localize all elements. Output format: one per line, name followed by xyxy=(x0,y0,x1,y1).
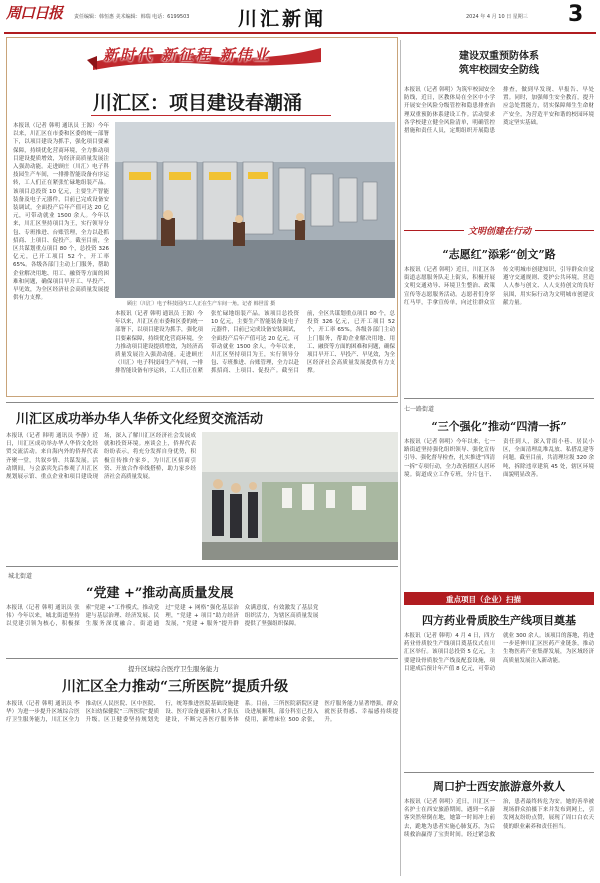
divider-mid-1 xyxy=(6,402,398,403)
exhibit-photo xyxy=(202,432,398,560)
lead-section xyxy=(6,37,398,397)
newspaper-logo: 周口日报 xyxy=(6,4,63,22)
rescue-headline: 周口护士西安旅游意外救人 xyxy=(433,780,565,793)
masthead xyxy=(0,0,600,34)
safety-headline: 建设双重预防体系 筑牢校园安全防线 xyxy=(459,51,539,76)
factory-photo xyxy=(115,122,395,298)
huaqiao-headline: 川汇区成功举办华人华侨文化经贸交流活动 xyxy=(16,412,264,427)
chengbei-street-label: 城北街道 xyxy=(8,573,33,580)
wenming-label xyxy=(404,224,594,238)
huaqiao-body: 本报讯（记者 韩明 通讯员 李静）近日，川汇区成功举办华人华侨文化经贸交流活动。来自海内外的侨界代表齐聚一堂，共叙乡情、共谋发展。活动期间，与会嘉宾先后参观了川汇区规划展示馆、重点企业和项目建设现场，深入了解川汇区经济社会发展成就和投资环境。座谈会上，侨界代表纷纷表示，将充分发挥自身优势，积极宣传推介家乡，为川汇区招商引资、开放合作牵线搭桥，助力家乡经济社会高质量发展。 xyxy=(6,433,196,481)
hospital-kicker: 提升区域综合医疗卫生服务能力 xyxy=(128,665,219,673)
divider-right-1 xyxy=(404,398,594,399)
volunteer-headline: “志愿红”添彩“创文”路 xyxy=(442,248,556,261)
issue-date: 2024 年 4 月 10 日 星期三 xyxy=(466,14,528,20)
rescue-body: 本报讯（记者 韩明）近日，川汇区一名护士在西安旅游期间，遇到一名游客突然晕倒在地，她第一时间冲上前去，跪地为患者实施心肺复苏，为后续救治赢得了宝贵时间。经过紧急救治，患者最终转危为安。她的善举被现场群众拍摄下来并发布到网上，引发网友纷纷点赞，展现了周口白衣天使的职业素养和责任担当。 xyxy=(404,799,594,838)
hospital-headline: 川汇区全力推动“三所医院”提质升级 xyxy=(62,679,289,695)
banner-text: 新时代 新征程 新伟业 xyxy=(103,46,271,64)
exhibit-photo-art xyxy=(202,432,398,560)
qiyi-headline: “三个强化”推动“四清一拆” xyxy=(431,420,567,433)
section-title: 川汇新闻 xyxy=(238,8,327,30)
zhongdian-body: 本报讯（记者 韩明）4 月 4 日，四方药业骨质胶生产线项目奠基仪式在川汇区举行。该项目总投资 5 亿元，主要建设骨质胶生产线及配套设施，项目建成后预计年产值 8 亿元，可带动就业 300 余人。该项目的落地，将进一步延伸川汇区医药产业链条，推动生物医药产业集群发展，为区域经济高质量发展注入新动能。 xyxy=(404,633,594,672)
divider-right-2 xyxy=(404,772,594,773)
photo-caption: 顾庄（川汇）电子科技园内工人正在生产车间一角。记者 韩世雷 摄 xyxy=(127,301,276,307)
safety-body: 本报讯（记者 韩明）为筑牢校园安全防线，近日，区教体局在全区中小学开展安全风险分级管控和隐患排查治理双重预防体系建设工作。活动要求各学校建立健全风险清单，明确管控措施和责任人员，定期组织开展隐患排查，做到早发现、早报告、早处置。同时，加强师生安全教育，提升应急处置能力，切实保障师生生命财产安全，为营造平安和谐的校园环境奠定坚实基础。 xyxy=(404,87,594,135)
volunteer-body: 本报讯（记者 韩明）近日，川汇区各街道志愿服务队走上街头，积极开展文明交通劝导、环境卫生整治、政策宣传等志愿服务活动。志愿者们身穿红马甲，手拿宣传单，向过往群众宣传文明城市创建知识，引导群众自觉遵守交通规则、爱护公共环境，营造人人参与创文、人人支持创文的良好氛围，用实际行动为文明城市创建贡献力量。 xyxy=(404,267,594,306)
lead-body-col1: 本报讯（记者 韩明 通讯员 王源）今年以来，川汇区在市委和区委的统一部署下，以项目建设为抓手，强化项目要素保障，持续优化营商环境，全力推动项目建设提质增效，为经济高质量发展注入强劲动能。走进顾庄（川汇）电子科技园生产车间，一排排智能设备有序运转，工人们正在紧张忙碌地组装产品。该项目总投资 10 亿元，主要生产智能装备及电子元器件，目前已完成设备安装调试，全面投产后年产值可达 20 亿元，可带动就业 1500 余人。今年以来，川汇区坚持项目为王，实行领导分包、专班推进、台账管理，全力以赴抓招商、上项目、促投产。截至目前，全区共谋划重点项目 80 个，总投资 326 亿元，已开工项目 52 个，开工率 65%。各级各部门主动上门服务，帮助企业解决用地、用工、融资等方面的困难和问题，确保项目早开工、早投产、早见效，为全区经济社会高质量发展提供有力支撑。 xyxy=(13,123,109,302)
hospital-body: 本报讯（记者 韩明 通讯员 李华）为进一步提升区域综合医疗卫生服务能力，川汇区全力推动区人民医院、区中医院、区妇幼保健院“三所医院”提质升级。区卫健委坚持规划先行，统筹推进医院基础设施建设、医疗设备更新和人才队伍建设，不断完善医疗服务体系。目前，三所医院新院区建设进展顺利，部分科室已投入使用，新增床位 500 余张，医疗服务能力显著增强，群众就医获得感、幸福感持续提升。 xyxy=(6,701,398,724)
chengbei-headline: “党建 +”推动高质量发展 xyxy=(86,586,234,601)
masthead-rule xyxy=(4,32,596,34)
lead-headline: 川汇区：项目建设春潮涌 xyxy=(93,92,303,114)
qiyi-body: 本报讯（记者 韩明）今年以来，七一路街道坚持强化组织领导、强化宣传引导、强化督导检查，扎实推进“四清一拆”专项行动，全力改善辖区人居环境。街道成立工作专班，分片包干、责任到人，深入背街小巷、居民小区，全面清理乱堆乱放、私搭乱建等问题。截至目前，共清理垃圾 320 余吨，拆除违章建筑 45 处，辖区环境面貌明显改善。 xyxy=(404,439,594,478)
zhongdian-headline: 四方药业骨质胶生产线项目奠基 xyxy=(422,614,576,627)
factory-photo-art xyxy=(115,122,395,298)
editor-credits: 责任编辑：韩恒惠 美术编辑：韩瑞 电话：6199503 xyxy=(74,14,190,20)
column-separator xyxy=(400,40,401,876)
divider-mid-2 xyxy=(6,566,398,567)
banner xyxy=(7,38,397,74)
headline-underline xyxy=(91,115,331,116)
wenming-label-text: 文明创建在行动 xyxy=(464,224,535,237)
qiyi-street-label: 七一路街道 xyxy=(404,406,435,413)
divider-mid-3 xyxy=(6,658,398,659)
zhongdian-label: 重点项目（企业）扫描 xyxy=(446,595,521,604)
chengbei-body: 本报讯（记者 韩明 通讯员 张伟）今年以来，城北街道坚持以党建引领为核心，积极探索“党建 +”工作模式，推动党建与基层治理、经济发展、民生服务深度融合。街道通过“党建 + 网格”强化基层治理，“党建 + 项目”助力经济发展，“党建 + 服务”提升群众满意度，有效激发了基层党组织活力，为辖区高质量发展提供了坚强组织保障。 xyxy=(6,605,319,628)
page-number: 3 xyxy=(568,2,584,27)
lead-body-col2: 本报讯（记者 韩明 通讯员 王源）今年以来，川汇区在市委和区委的统一部署下，以项目建设为抓手，强化项目要素保障，持续优化营商环境，全力推动项目建设提质增效，为经济高质量发展注入强劲动能。走进顾庄（川汇）电子科技园生产车间，一排排智能设备有序运转，工人们正在紧张忙碌地组装产品。该项目总投资 10 亿元，主要生产智能装备及电子元器件，目前已完成设备安装调试，全面投产后年产值可达 20 亿元，可带动就业 1500 余人。今年以来，川汇区坚持项目为王，实行领导分包、专班推进、台账管理，全力以赴抓招商、上项目、促投产。截至目前，全区共谋划重点项目 80 个，总投资 326 亿元，已开工项目 52 个，开工率 65%。各级各部门主动上门服务，帮助企业解决用地、用工、融资等方面的困难和问题，确保项目早开工、早投产、早见效，为全区经济社会高质量发展提供有力支撑。 xyxy=(115,311,395,375)
